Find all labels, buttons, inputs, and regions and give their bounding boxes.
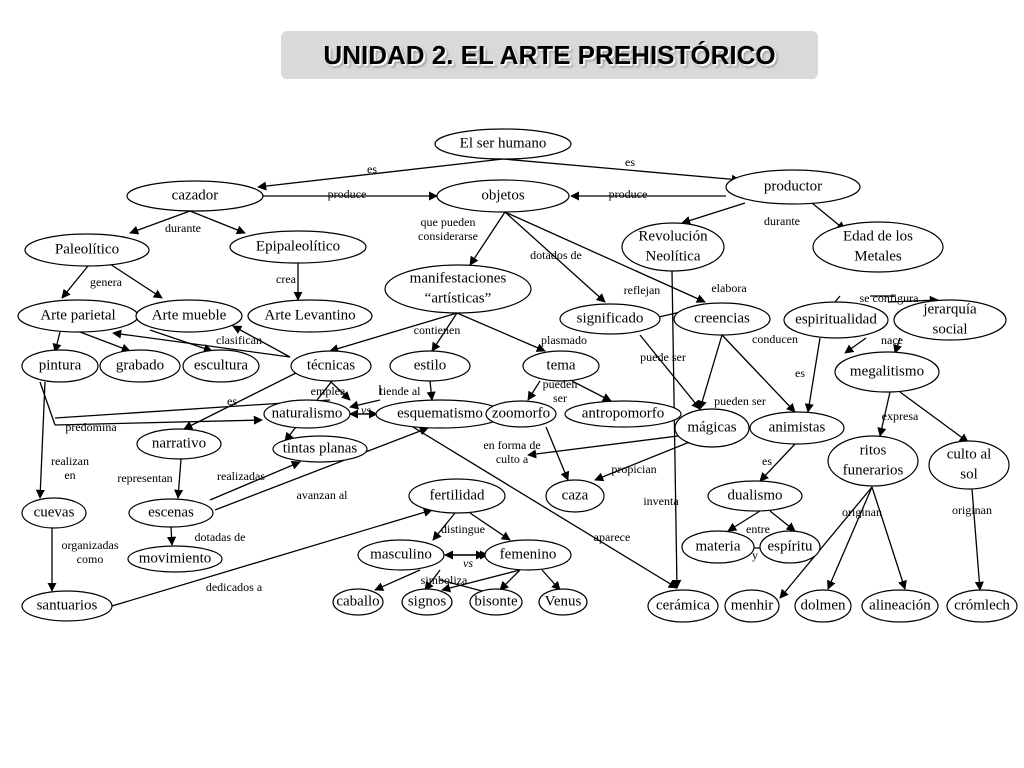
node-label-caza-line: caza (561, 487, 589, 504)
node-label-megalitismo (850, 363, 924, 379)
link-label-vs-1-line: vs (361, 402, 371, 417)
node-label-menhir-line: menhir (730, 597, 774, 614)
node-label-ser-humano-line: El ser humano (459, 135, 547, 152)
node-label-arte-levantino-line: Arte Levantino (264, 307, 356, 324)
connector-line (682, 203, 745, 223)
node-label-jerarquia-line: jerarquía (923, 301, 977, 318)
connector-line (845, 338, 866, 353)
connector-line (546, 427, 568, 480)
link-label-originan-1 (842, 505, 882, 519)
node-label-culto-sol-line: culto al (946, 446, 992, 463)
node-pintura (22, 350, 98, 382)
node-movimiento (128, 546, 222, 572)
link-label-es-1-line: es (367, 161, 377, 176)
node-label-naturalismo (272, 405, 343, 421)
node-bisonte (470, 589, 522, 615)
link-label-vs-2 (463, 556, 473, 570)
node-arte-levantino (248, 300, 372, 332)
link-label-organizadas-como-line: como (76, 551, 104, 566)
node-label-manifestaciones-line: “artísticas” (424, 290, 492, 307)
link-label-reflejan-line: reflejan (623, 282, 661, 297)
link-label-produce-2 (609, 187, 648, 201)
connector-line (430, 381, 432, 400)
link-label-organizadas-como-line: organizadas (61, 537, 119, 552)
node-label-espiritu (768, 538, 813, 554)
link-label-aparece (594, 530, 631, 544)
link-label-expresa (882, 409, 919, 423)
node-label-tema-line: tema (546, 357, 576, 374)
node-label-signos-line: signos (407, 593, 447, 610)
node-label-materia-line: materia (695, 538, 741, 555)
link-label-distingue-line: distingue (441, 521, 485, 536)
link-label-realizan-en (51, 454, 89, 482)
node-label-movimiento-line: movimiento (138, 550, 212, 567)
node-ritos (828, 436, 918, 486)
link-label-dedicados-a-line: dedicados a (205, 579, 263, 594)
node-productor (726, 170, 860, 204)
node-label-caza (562, 487, 589, 503)
connector-line (872, 487, 905, 589)
link-label-en-forma-de-line: culto a (495, 451, 529, 466)
link-label-conducen-line: conducen (752, 331, 798, 346)
link-label-avanzan-al-line: avanzan al (296, 487, 348, 502)
node-menhir (725, 590, 779, 622)
node-label-femenino-line: femenino (499, 546, 557, 563)
node-label-objetos (481, 187, 524, 203)
node-label-epipaleolitico (256, 238, 340, 254)
node-label-grabado (116, 357, 164, 373)
link-label-puede-ser (640, 350, 686, 364)
node-cuevas (22, 498, 86, 528)
link-label-genera-line: genera (90, 274, 122, 289)
link-label-durante-2 (764, 214, 800, 228)
node-culto-sol (929, 441, 1009, 489)
node-label-objetos-line: objetos (481, 187, 525, 204)
node-signos (402, 589, 452, 615)
node-label-dolmen (801, 597, 846, 613)
link-label-pueden-ser-1-line: pueden (542, 376, 578, 391)
link-label-vs-2-line: vs (463, 555, 473, 570)
node-label-megalitismo-line: megalitismo (849, 363, 925, 380)
node-venus (539, 589, 587, 615)
node-label-movimiento (139, 550, 212, 566)
link-label-organizadas-como (61, 538, 118, 566)
connector-line (528, 381, 540, 400)
node-femenino (485, 540, 571, 570)
link-label-es-4 (795, 366, 805, 380)
link-label-dotadas-de (195, 530, 246, 544)
link-label-pueden-ser-1 (543, 377, 578, 405)
node-edad-metales (813, 222, 943, 272)
link-label-nace-line: nace (881, 332, 903, 347)
link-label-elabora (711, 281, 747, 295)
node-santuarios (22, 591, 112, 621)
link-label-y-line: y (752, 547, 758, 562)
node-label-grabado-line: grabado (115, 357, 165, 374)
link-label-durante-2-line: durante (764, 213, 800, 228)
node-label-alineacion-line: alineación (869, 597, 931, 614)
link-label-genera (90, 275, 123, 289)
node-label-productor-line: productor (763, 178, 823, 195)
node-label-escultura (194, 357, 248, 373)
node-label-venus (545, 593, 582, 609)
node-arte-parietal (18, 300, 138, 332)
link-label-realizadas-line: realizadas (217, 468, 265, 483)
link-label-dedicados-a (206, 580, 263, 594)
link-label-que-pueden-line: que pueden (420, 214, 476, 229)
node-label-arte-mueble (152, 307, 227, 323)
connector-line (503, 159, 740, 180)
link-label-que-pueden-line: considerarse (418, 228, 478, 243)
node-jerarquia (894, 300, 1006, 340)
node-label-narrativo (152, 435, 206, 451)
node-label-santuarios-line: santuarios (36, 597, 98, 614)
link-label-predomina (65, 420, 117, 434)
link-label-plasmado-line: plasmado (541, 332, 587, 347)
node-label-animistas-line: animistas (768, 419, 826, 436)
node-label-bisonte-line: bisonte (474, 593, 518, 610)
node-label-estilo-line: estilo (413, 357, 447, 374)
node-label-masculino-line: masculino (370, 546, 432, 563)
connector-line (171, 527, 172, 545)
node-label-productor (764, 178, 822, 194)
node-label-espiritualidad (795, 311, 877, 327)
link-label-clasifican-line: clasifican (216, 332, 262, 347)
node-tecnicas (291, 351, 371, 381)
link-label-elabora-line: elabora (711, 280, 747, 295)
node-label-cromlech (954, 597, 1010, 613)
link-label-en-forma-de-line: en forma de (483, 437, 541, 452)
node-fertilidad (409, 479, 505, 513)
connector-line (828, 487, 872, 589)
node-label-dualismo-line: dualismo (727, 487, 783, 504)
node-label-materia (696, 538, 741, 554)
node-label-ceramica-line: cerámica (655, 597, 711, 614)
link-label-simboliza-line: simboliza (420, 572, 468, 587)
link-label-realizan-en-line: en (64, 467, 76, 482)
connector-line (55, 332, 60, 352)
node-label-venus-line: Venus (544, 593, 582, 610)
link-label-es-2-line: es (625, 154, 635, 169)
node-label-magicas-line: mágicas (687, 419, 737, 436)
link-label-se-configura-line: se configura (859, 290, 919, 305)
node-label-zoomorfo-line: zoomorfo (491, 405, 551, 422)
node-label-fertilidad-line: fertilidad (429, 487, 485, 504)
link-label-distingue (441, 522, 485, 536)
link-label-puede-ser-line: puede ser (640, 349, 686, 364)
node-label-escultura-line: escultura (193, 357, 249, 374)
node-significado (560, 304, 660, 334)
node-label-escenas-line: escenas (148, 504, 194, 521)
link-label-contienen-line: contienen (413, 322, 461, 337)
node-esquematismo (376, 400, 504, 428)
link-label-crea-line: crea (276, 271, 296, 286)
link-label-aparece-line: aparece (593, 529, 631, 544)
node-label-fertilidad (430, 487, 485, 503)
node-ceramica (648, 590, 718, 622)
node-label-ser-humano (460, 135, 547, 151)
node-label-escenas (148, 504, 194, 520)
connector-line (40, 382, 55, 425)
node-label-dualismo (728, 487, 783, 503)
node-alineacion (862, 590, 938, 622)
link-label-propician (611, 462, 656, 476)
node-label-menhir (731, 597, 774, 613)
connector-line (457, 313, 545, 351)
connector-line (835, 296, 840, 302)
node-animistas (750, 412, 844, 444)
link-label-originan-2 (952, 503, 992, 517)
link-label-tiende-al (380, 384, 422, 398)
node-label-narrativo-line: narrativo (151, 435, 207, 452)
node-label-zoomorfo (492, 405, 550, 421)
node-label-edad-metales-line: Edad de los (843, 228, 913, 245)
link-label-originan-1-line: originan (842, 504, 882, 519)
link-label-tiende-al-line: tiende al (379, 383, 421, 398)
link-label-conducen (752, 332, 798, 346)
link-label-se-configura (860, 291, 920, 305)
link-label-en-forma-de (483, 438, 540, 466)
link-label-representan-line: representan (117, 470, 173, 485)
node-revolucion (622, 223, 724, 271)
link-label-entre-line: entre (746, 521, 770, 536)
node-creencias (674, 303, 770, 335)
node-label-tintas-planas (283, 440, 358, 456)
link-label-es-1 (367, 162, 377, 176)
node-label-tintas-planas-line: tintas planas (282, 440, 358, 457)
node-escenas (129, 499, 213, 527)
link-label-nace (881, 333, 903, 347)
node-label-cazador-line: cazador (171, 187, 219, 204)
node-label-caballo-line: caballo (336, 593, 380, 610)
link-label-es-3-line: es (227, 393, 237, 408)
link-label-clasifican (216, 333, 262, 347)
node-arte-mueble (136, 300, 242, 332)
link-label-durante-1 (165, 221, 201, 235)
link-label-representan (117, 471, 172, 485)
node-megalitismo (835, 352, 939, 392)
node-cromlech (947, 590, 1017, 622)
node-magicas (675, 409, 749, 447)
node-label-femenino (500, 546, 557, 562)
node-label-cuevas (34, 504, 75, 520)
node-label-ritos-line: funerarios (842, 462, 904, 479)
link-label-produce-1 (328, 187, 367, 201)
node-label-cromlech-line: crómlech (954, 597, 1010, 614)
link-label-dotados-de-line: dotados de (530, 247, 582, 262)
node-label-arte-parietal-line: Arte parietal (40, 307, 116, 324)
node-label-cazador (172, 187, 219, 203)
node-objetos (437, 180, 569, 212)
node-label-paleolitico (55, 241, 119, 257)
link-label-es-4-line: es (795, 365, 805, 380)
link-label-expresa-line: expresa (881, 408, 919, 423)
node-escultura (183, 350, 259, 382)
node-label-creencias-line: creencias (694, 310, 750, 327)
node-epipaleolitico (230, 231, 366, 263)
node-label-espiritualidad-line: espiritualidad (795, 311, 877, 328)
node-label-estilo (414, 357, 447, 373)
link-label-dotadas-de-line: dotadas de (194, 529, 246, 544)
node-masculino (358, 540, 444, 570)
connector-line (62, 266, 88, 298)
connector-line (808, 338, 820, 412)
node-label-signos (408, 593, 447, 609)
link-label-es-3 (227, 394, 237, 408)
node-label-esquematismo-line: esquematismo (397, 405, 483, 422)
node-label-arte-parietal (40, 307, 115, 323)
node-cazador (127, 181, 263, 211)
node-antropomorfo (565, 401, 681, 427)
link-label-emplea-line: emplea (310, 383, 346, 398)
node-estilo (390, 351, 470, 381)
node-label-arte-mueble-line: Arte mueble (151, 307, 227, 324)
page-title: UNIDAD 2. EL ARTE PREHISTÓRICO (323, 39, 776, 70)
connector-line (178, 459, 181, 498)
link-label-pueden-ser-2-line: pueden ser (714, 393, 766, 408)
connector-line (812, 203, 845, 230)
node-caza (546, 480, 604, 512)
node-label-animistas (769, 419, 826, 435)
node-label-cuevas-line: cuevas (33, 504, 75, 521)
node-label-significado (577, 310, 644, 326)
link-label-produce-1-line: produce (327, 186, 367, 201)
link-label-pueden-ser-2 (714, 394, 766, 408)
link-label-contienen (414, 323, 461, 337)
node-label-paleolitico-line: Paleolítico (54, 241, 120, 258)
link-label-que-pueden (418, 215, 478, 243)
link-label-es-2 (625, 155, 635, 169)
node-label-significado-line: significado (576, 310, 644, 327)
node-manifestaciones (385, 265, 531, 313)
node-materia (682, 531, 754, 563)
node-label-santuarios (37, 597, 98, 613)
node-tintas-planas (273, 436, 367, 462)
node-label-ritos-line: ritos (859, 442, 887, 459)
node-grabado (100, 350, 180, 382)
link-label-produce-2-line: produce (608, 186, 648, 201)
node-label-creencias (694, 310, 750, 326)
link-label-simboliza (421, 573, 468, 587)
link-label-y (752, 548, 758, 562)
node-label-culto-sol-line: sol (960, 466, 978, 483)
link-label-es-5-line: es (762, 453, 772, 468)
concept-nodes (18, 129, 1017, 622)
node-dualismo (708, 481, 802, 511)
node-naturalismo (264, 400, 350, 428)
node-label-tecnicas (307, 357, 355, 373)
connector-line (375, 570, 420, 590)
node-zoomorfo (486, 401, 556, 427)
node-label-jerarquia-line: social (932, 321, 968, 338)
node-dolmen (795, 590, 851, 622)
node-caballo (333, 589, 383, 615)
link-label-reflejan (624, 283, 661, 297)
node-espiritualidad (784, 302, 888, 338)
node-label-alineacion (869, 597, 931, 613)
node-label-edad-metales-line: Metales (854, 248, 902, 265)
node-label-pintura (39, 357, 82, 373)
node-label-revolucion-line: Neolítica (645, 248, 701, 265)
link-label-inventa (643, 494, 679, 508)
link-label-realizadas (217, 469, 265, 483)
node-label-naturalismo-line: naturalismo (271, 405, 343, 422)
node-label-masculino (370, 546, 432, 562)
link-label-originan-2-line: originan (952, 502, 992, 517)
link-label-durante-1-line: durante (165, 220, 201, 235)
link-label-emplea (311, 384, 346, 398)
node-label-arte-levantino (264, 307, 355, 323)
node-label-revolucion-line: Revolución (638, 228, 708, 245)
node-paleolitico (25, 234, 149, 266)
connector-line (770, 511, 795, 531)
connector-line (572, 381, 611, 401)
connector-line (640, 335, 700, 409)
link-label-pueden-ser-1-line: ser (553, 390, 567, 405)
node-label-magicas (687, 419, 736, 435)
node-espiritu (760, 531, 820, 563)
link-label-dotados-de (530, 248, 582, 262)
node-narrativo (137, 429, 221, 459)
link-label-entre (746, 522, 770, 536)
link-label-inventa-line: inventa (643, 493, 679, 508)
node-label-ceramica (656, 597, 710, 613)
node-label-antropomorfo-line: antropomorfo (581, 405, 665, 422)
node-label-antropomorfo (582, 405, 664, 421)
node-label-epipaleolitico-line: Epipaleolítico (255, 238, 341, 255)
link-label-predomina-line: predomina (65, 419, 117, 434)
node-label-tecnicas-line: técnicas (306, 357, 356, 374)
connector-line (150, 330, 212, 351)
connector-line (40, 382, 45, 498)
link-label-plasmado (541, 333, 587, 347)
node-label-pintura-line: pintura (38, 357, 82, 374)
node-label-caballo (336, 593, 379, 609)
node-ser-humano (435, 129, 571, 159)
connector-line (542, 570, 560, 590)
link-label-es-5 (762, 454, 772, 468)
link-label-avanzan-al (297, 488, 349, 502)
link-label-propician-line: propician (611, 461, 657, 476)
node-label-dolmen-line: dolmen (800, 597, 846, 614)
node-label-tema (546, 357, 575, 373)
node-label-bisonte (474, 593, 518, 609)
link-label-realizan-en-line: realizan (51, 453, 89, 468)
node-label-esquematismo (397, 405, 483, 421)
node-label-manifestaciones-line: manifestaciones (409, 270, 507, 287)
node-label-espiritu-line: espíritu (767, 538, 813, 555)
link-label-crea (276, 272, 297, 286)
link-label-vs-1 (361, 403, 371, 417)
